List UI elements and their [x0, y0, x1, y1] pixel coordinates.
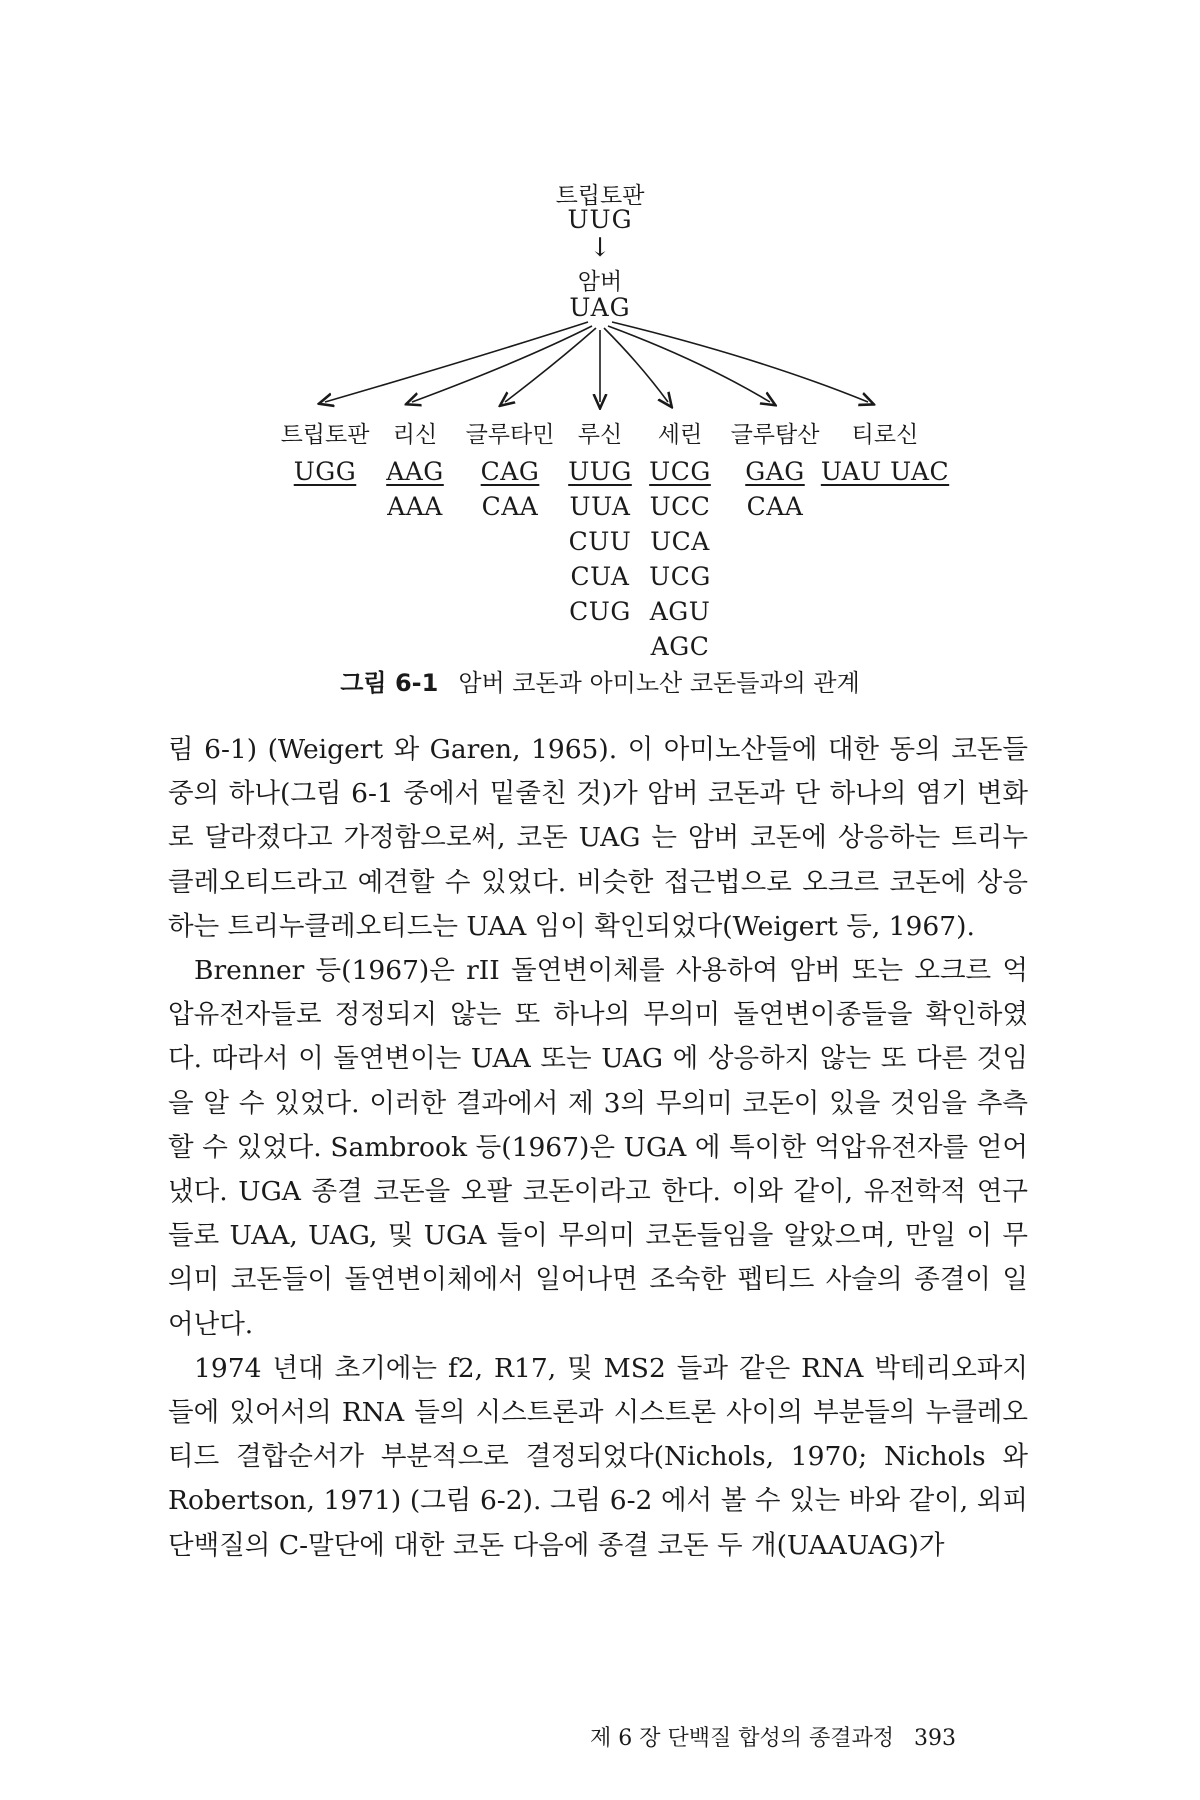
- connector-glutamine: [505, 328, 596, 402]
- amino-acid-label: 리신: [392, 422, 438, 448]
- connector-serine: [604, 328, 668, 402]
- connector-lysine: [412, 326, 592, 402]
- chapter-title: 제 6 장 단백질 합성의 종결과정: [590, 1726, 894, 1751]
- amino-acid-label: 트립토판: [280, 422, 370, 448]
- amber-label: 암버: [577, 269, 623, 295]
- top-amino-label: 트립토판: [555, 183, 645, 209]
- amino-acid-label: 글루타민: [465, 422, 555, 448]
- codon: CUA: [570, 562, 630, 591]
- page-number: 393: [914, 1726, 956, 1751]
- amber-codon: UAG: [569, 293, 631, 322]
- codon: UUA: [569, 492, 631, 521]
- codon: UUG: [568, 457, 632, 486]
- page-footer: [590, 1724, 956, 1754]
- codon: CAA: [481, 492, 539, 521]
- connector-glutamate: [608, 326, 770, 402]
- amino-acid-label: 루신: [577, 422, 623, 448]
- connector-tyrosine: [612, 322, 868, 402]
- codon: UCG: [649, 562, 711, 591]
- amino-acid-label: 글루탐산: [730, 422, 820, 448]
- codon: UCA: [650, 527, 710, 556]
- codon: CAA: [746, 492, 804, 521]
- codon: CAG: [480, 457, 540, 486]
- top-codon: UUG: [567, 205, 633, 234]
- amino-acid-label: 세린: [657, 422, 703, 448]
- codon: CUG: [569, 597, 631, 626]
- paragraph-2: Brenner 등(1967)은 rII 돌연변이체를 사용하여 암버 또는 오크르 억압유전자들로 정정되지 않는 또 하나의 무의미 돌연변이종들을 확인하였다. 따라서 이 돌연변이는 UAA 또는 UAG 에 상응하지 않는 또 다른 것임을 알 수 있었다. 이러한 결과에서 제 3의 무의미 코돈이 있을 것임을 추측할 수 있었다. Sambrook 등(1967)은 UGA 에 특이한 억압유전자를 얻어냈다. UGA 종결 코돈을 오팔 코돈이라고 한다. 이와 같이, 유전학적 연구들로 UAA, UAG, 및 UGA 들이 무의미 코돈들임을 알았으며, 만일 이 무의미 코돈들이 돌연변이체에서 일어나면 조숙한 펩티드 사슬의 종결이 일어난다.: [168, 955, 1028, 1340]
- codon: AAG: [386, 457, 444, 486]
- codon: AGC: [650, 632, 710, 661]
- body-text: [168, 728, 1028, 1568]
- codon: UCG: [649, 457, 711, 486]
- codon: UAU UAC: [820, 457, 950, 486]
- arrow-down-icon: ↓: [589, 233, 611, 263]
- codon: AAA: [387, 492, 443, 521]
- figure-caption: [200, 668, 1000, 698]
- codon: UGG: [293, 457, 357, 486]
- codon: CUU: [568, 527, 632, 556]
- diagram-connector-lines: [0, 0, 1200, 440]
- figure-label: 그림 6-1: [340, 669, 439, 697]
- codon: GAG: [745, 457, 805, 486]
- amino-acid-label: 티로신: [851, 422, 919, 448]
- paragraph-1: 림 6-1) (Weigert 와 Garen, 1965). 이 아미노산들에 대한 동의 코돈들 중의 하나(그림 6-1 중에서 밑줄친 것)가 암버 코돈과 단 하나의 염기 변화로 달라졌다고 가정함으로써, 코돈 UAG 는 암버 코돈에 상응하는 트리누클레오티드라고 예견할 수 있었다. 비슷한 접근법으로 오크르 코돈에 상응하는 트리누클레오티드는 UAA 임이 확인되었다(Weigert 등, 1967).: [168, 734, 1028, 942]
- paragraph-3: 1974 년대 초기에는 f2, R17, 및 MS2 들과 같은 RNA 박테리오파지들에 있어서의 RNA 들의 시스트론과 시스트론 사이의 부분들의 누클레오티드 결합순서가 부분적으로 결정되었다(Nichols, 1970; Nichols 와 Robertson, 1971) (그림 6-2). 그림 6-2 에서 볼 수 있는 바와 같이, 외피 단백질의 C-말단에 대한 코돈 다음에 종결 코돈 두 개(UAAUAG)가: [168, 1352, 1028, 1561]
- codon: AGU: [649, 597, 711, 626]
- connector-tryptophan: [325, 322, 588, 402]
- codon: UCC: [649, 492, 711, 521]
- figure-caption-text: 암버 코돈과 아미노산 코돈들과의 관계: [458, 669, 860, 697]
- column-tyrosine: [815, 420, 955, 489]
